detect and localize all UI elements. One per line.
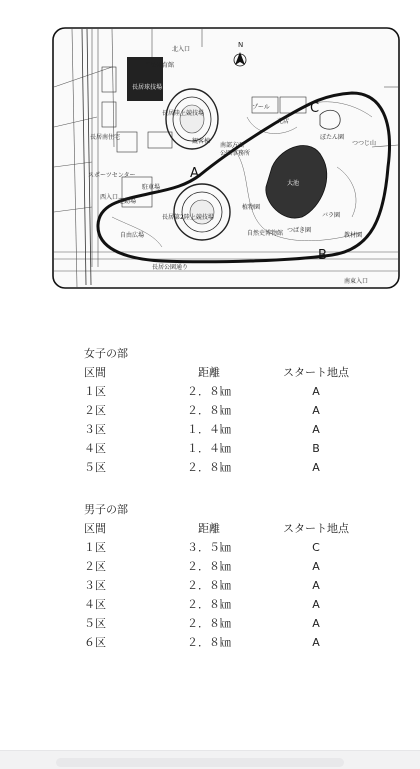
- header-distance: 距離: [198, 366, 220, 379]
- cell-distance: ２．８㎞: [187, 461, 231, 474]
- cell-start: A: [312, 579, 320, 592]
- cell-start: A: [312, 636, 320, 649]
- bottom-toolbar: [0, 750, 420, 769]
- cell-start: A: [312, 385, 320, 398]
- cell-distance: ２．８㎞: [187, 598, 231, 611]
- table-row: [84, 633, 384, 652]
- cell-start: A: [312, 598, 320, 611]
- cell-distance: ２．８㎞: [187, 617, 231, 630]
- cell-section: ５区: [84, 617, 106, 630]
- label-sports-center: スポーツセンター: [88, 172, 136, 179]
- cell-section: ３区: [84, 423, 106, 436]
- cell-start: A: [312, 617, 320, 630]
- cell-section: ３区: [84, 579, 106, 592]
- table-row: [84, 420, 384, 439]
- label-civic-gym: 市民体育館: [144, 62, 175, 69]
- north-label: N: [238, 41, 244, 49]
- point-c: C: [310, 101, 320, 116]
- header-start: スタート地点: [283, 366, 349, 379]
- cell-distance: ３．５㎞: [187, 541, 231, 554]
- label-pool: プール: [252, 104, 270, 111]
- cell-start: A: [312, 404, 320, 417]
- label-pond: 大池: [287, 180, 300, 187]
- table-row: [84, 614, 384, 633]
- cell-start: A: [312, 461, 320, 474]
- women-rows: [84, 382, 384, 477]
- table-row: [84, 458, 384, 477]
- label-parking: 駐車場: [142, 184, 161, 191]
- cell-section: ５区: [84, 461, 106, 474]
- cell-section: ２区: [84, 560, 106, 573]
- cell-start: A: [312, 560, 320, 573]
- label-bara: バラ園: [322, 212, 341, 219]
- label-playground: 運動場: [118, 198, 137, 205]
- table-row: [84, 576, 384, 595]
- women-header-row: [84, 363, 384, 382]
- men-title: 男子の部: [84, 503, 128, 516]
- label-north-gate: 北入口: [172, 46, 191, 53]
- label-botanical: 植物園: [242, 204, 261, 211]
- point-a: A: [190, 166, 199, 181]
- men-header-row: [84, 519, 384, 538]
- label-gymnasium: 長居球技場: [132, 84, 163, 91]
- label-athletics-hall: 長居第2陸上競技場: [162, 214, 214, 221]
- label-stadium: 長居陸上競技場: [162, 110, 205, 117]
- point-b: B: [318, 248, 327, 263]
- label-lake: ぼたん園: [320, 134, 345, 141]
- label-west-gate: 西入口: [100, 194, 119, 201]
- cell-distance: ２．８㎞: [187, 404, 231, 417]
- header-start: スタート地点: [283, 522, 349, 535]
- map-svg: [52, 27, 400, 289]
- label-south-exit: 南部方面: [220, 142, 245, 149]
- label-nagai-building: 長居南住宅: [90, 134, 121, 141]
- table-row: [84, 439, 384, 458]
- header-distance: 距離: [198, 522, 220, 535]
- header-section: 区間: [84, 366, 106, 379]
- label-spectator: 観客棟: [192, 138, 211, 145]
- cell-distance: １．４㎞: [187, 423, 231, 436]
- table-row: [84, 557, 384, 576]
- bottom-scroll-pill[interactable]: [56, 758, 344, 767]
- label-shops: 売店: [277, 118, 290, 125]
- label-free-plaza: 自由広場: [120, 232, 145, 239]
- cell-distance: ２．８㎞: [187, 636, 231, 649]
- label-museum: 自然史博物館: [247, 230, 284, 237]
- label-park-office: 公園事務所: [220, 150, 251, 157]
- cell-start: A: [312, 423, 320, 436]
- label-teaching: 教材園: [344, 232, 363, 239]
- park-course-map: [52, 27, 400, 289]
- relay-tables: [84, 344, 384, 652]
- label-tsubaki: つばき園: [287, 227, 312, 234]
- cell-section: ６区: [84, 636, 106, 649]
- cell-section: １区: [84, 541, 106, 554]
- section-gap: [84, 477, 384, 500]
- women-title: 女子の部: [84, 347, 128, 360]
- cell-start: B: [312, 442, 320, 455]
- cell-distance: ２．８㎞: [187, 560, 231, 573]
- label-south-road: 長居公園通り: [152, 264, 189, 271]
- cell-section: ２区: [84, 404, 106, 417]
- cell-distance: １．４㎞: [187, 442, 231, 455]
- cell-distance: ２．８㎞: [187, 385, 231, 398]
- cell-section: ４区: [84, 598, 106, 611]
- cell-section: １区: [84, 385, 106, 398]
- label-tsutsuji: つつじ山: [352, 140, 377, 147]
- table-row: [84, 382, 384, 401]
- cell-start: C: [312, 541, 320, 554]
- cell-section: ４区: [84, 442, 106, 455]
- cell-distance: ２．８㎞: [187, 579, 231, 592]
- men-rows: [84, 538, 384, 652]
- label-south-gate: 南東入口: [344, 278, 369, 285]
- table-row: [84, 538, 384, 557]
- table-row: [84, 401, 384, 420]
- header-section: 区間: [84, 522, 106, 535]
- table-row: [84, 595, 384, 614]
